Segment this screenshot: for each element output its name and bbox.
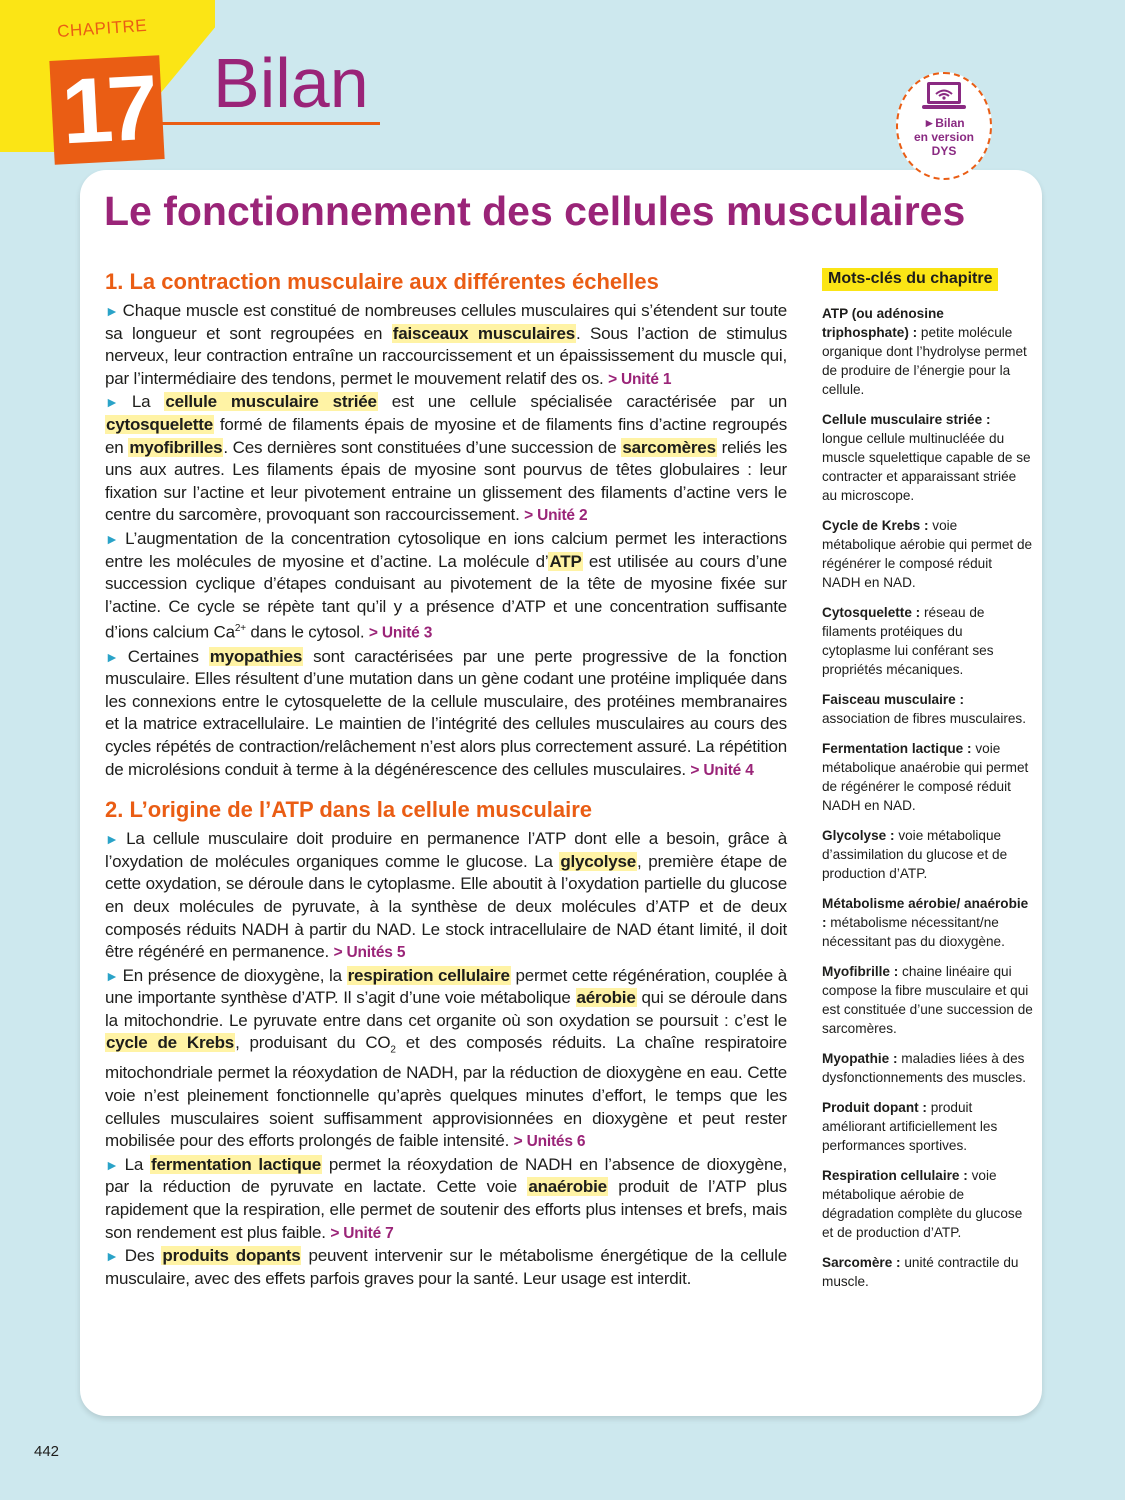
keyword-definition: petite molécule organique dont l’hydrolyse permet de produire de l’énergie pour la cellule. xyxy=(822,325,1027,397)
keyword-definition: voie métabolique aérobie qui permet de régénérer le composé réduit NADH en NAD. xyxy=(822,518,1033,590)
laptop-wifi-icon xyxy=(922,80,966,114)
paragraph xyxy=(105,646,787,783)
keyword-term: Sarcomère : xyxy=(822,1255,901,1270)
keywords-list xyxy=(822,304,1034,1291)
keyword-term: Cellule musculaire striée : xyxy=(822,412,991,427)
keyword-term: Cytosquelette : xyxy=(822,605,921,620)
keyword-definition: association de fibres musculaires. xyxy=(822,711,1026,726)
keyword-highlight: produits dopants xyxy=(162,1246,301,1266)
text-run: et des composés réduits. La chaîne respiratoire mitochondriale permet la réoxydation de NADH, par la réduction de dioxygène en eau. Cette voie n’est pleinement fonctionnelle qu’après quelques minutes d’effort, le temps que les cellules musculaires soient suffisamment approvisionnées en dioxygène et peut rester mobilisée pour des efforts prolongés de faible intensité. xyxy=(105,1033,788,1151)
keyword-entry xyxy=(822,1166,1034,1242)
text-run: permet la réoxydation de NADH en l’absence de dioxygène, par la réduction de pyruvate en lactate. Cette voie xyxy=(105,1154,788,1197)
unit-link[interactable]: > Unité 3 xyxy=(368,624,433,642)
keyword-definition: maladies liées à des dysfonctionnements des muscles. xyxy=(822,1051,1027,1085)
main-title: Le fonctionnement des cellules musculaires xyxy=(104,188,966,234)
text-run: est une cellule spécialisée caractérisée par un xyxy=(377,392,787,412)
unit-link[interactable]: > Unités 6 xyxy=(513,1133,586,1151)
keyword-entry xyxy=(822,1049,1034,1087)
paragraph xyxy=(105,965,787,1154)
keyword-term: Faisceau musculaire : xyxy=(822,692,965,707)
bullet-triangle-icon: ► xyxy=(105,394,132,411)
keyword-entry xyxy=(822,962,1034,1038)
title-underline xyxy=(160,122,380,125)
keyword-highlight: cellule musculaire striée xyxy=(165,392,377,412)
unit-link[interactable]: > Unités 5 xyxy=(333,944,406,962)
keyword-definition: réseau de filaments protéiques du cytoplasme lui conférant ses propriétés mécaniques. xyxy=(822,605,994,677)
keyword-definition: longue cellule multinucléée du muscle squelettique capable de se contracter et apparaissant striée au microscope. xyxy=(822,431,1031,503)
text-run: Certaines xyxy=(127,646,209,666)
text-run: Chaque muscle est constitué de nombreuses cellules musculaires qui s’étendent sur toute sa longueur et sont regroupées en xyxy=(105,301,787,343)
text-run: peuvent intervenir sur le métabolisme énergétique de la cellule musculaire, avec des effets parfois graves pour la santé. Leur usage est interdit. xyxy=(105,1246,787,1288)
text-run: permet cette régénération, couplée à une importante synthèse d’ATP. Il s’agit d’une voie métabolique xyxy=(105,965,788,1008)
dys-badge-label: ►Bilan en version DYS xyxy=(913,116,975,158)
keyword-highlight: cytosquelette xyxy=(106,414,213,434)
keyword-definition: unité contractile du muscle. xyxy=(822,1255,1019,1289)
keyword-entry xyxy=(822,516,1034,592)
bullet-triangle-icon: ► xyxy=(105,648,128,665)
keyword-highlight: faisceaux musculaires xyxy=(392,323,575,343)
text-run: En présence de dioxygène, la xyxy=(122,965,347,985)
text-run: , première étape de cette oxydation, se déroule dans le cytoplasme. Elle aboutit à l’oxydation partielle du glucose en deux molécules de pyruvate, à la synthèse de deux molécules d’ATP et de deux composés réduits NADH à partir du NAD. Le stock intracellulaire de NAD étant limité, il doit être régénéré en permanence. xyxy=(105,851,787,962)
keyword-term: Métabolisme aérobie/ anaérobie : xyxy=(822,896,1029,930)
page-title: Bilan xyxy=(213,44,369,122)
keyword-term: Fermentation lactique : xyxy=(822,741,972,756)
keyword-definition: chaine linéaire qui compose la fibre musculaire et qui est constituée d’une succession de sarcomères. xyxy=(822,964,1033,1036)
bullet-triangle-icon: ► xyxy=(105,1248,125,1265)
keyword-highlight: myopathies xyxy=(209,646,303,666)
keyword-entry xyxy=(822,690,1034,728)
keyword-highlight: ATP xyxy=(549,551,582,571)
keyword-highlight: respiration cellulaire xyxy=(347,965,510,985)
text-run: . Sous l’action de stimulus nerveux, leur contraction entraîne un raccourcissement et un épaississement du muscle qui, par l’intermédiaire des tendons, permet le mouvement relatif des os. xyxy=(105,323,787,388)
keyword-highlight: cycle de Krebs xyxy=(106,1033,235,1053)
text-run: . Ces dernières sont constituées d’une succession de xyxy=(223,437,622,457)
bullet-triangle-icon: ► xyxy=(105,530,126,547)
paragraph xyxy=(105,1245,787,1290)
keyword-term: Respiration cellulaire : xyxy=(822,1168,968,1183)
chapter-number: 17 xyxy=(49,55,164,165)
chapter-label: CHAPITRE xyxy=(56,15,148,42)
text-run: La xyxy=(131,392,165,412)
keyword-definition: métabolisme nécessitant/ne nécessitant pas du dioxygène. xyxy=(822,915,1005,949)
keyword-highlight: aérobie xyxy=(576,988,636,1008)
paragraph xyxy=(105,391,787,528)
keyword-highlight: myofibrilles xyxy=(129,437,223,457)
keyword-definition: voie métabolique d’assimilation du glucose et de production d’ATP. xyxy=(822,828,1008,881)
text-run: L’augmentation de la concentration cytosolique en ions calcium permet les interactions entre les molécules de myosine et d’actine. La molécule d’ xyxy=(105,528,787,571)
bullet-triangle-icon: ► xyxy=(105,1156,125,1173)
text-run: est utilisée au cours d’une succession cyclique d’étapes conduisant au pivotement de la tête de myosine fixée sur l’actine. Ce cycle se répète tant qu’il y a présence d’ATP et une concentration suffisante d’ions calcium Ca xyxy=(105,551,787,642)
section-title-1: 1. La contraction musculaire aux différentes échelles xyxy=(105,269,659,294)
keyword-entry xyxy=(822,826,1034,883)
main-column xyxy=(105,266,787,1290)
text-run: reliés les uns aux autres. Les filaments épais de myosine sont pourvus de têtes globulaires : leur fixation sur l’actine et leur pivotement entraine un glissement des filaments d’actine vers le centre du sarcomère, provoquant son raccourcissement. xyxy=(105,437,787,525)
unit-link[interactable]: > Unité 7 xyxy=(330,1224,394,1242)
keyword-entry xyxy=(822,894,1034,951)
dys-version-badge[interactable] xyxy=(896,72,992,180)
keyword-entry xyxy=(822,410,1034,505)
text-run: formé de filaments épais de myosine et de filaments fins d’actine regroupés en xyxy=(105,414,787,457)
bullet-triangle-icon: ► xyxy=(105,831,127,848)
keyword-highlight: fermentation lactique xyxy=(151,1154,322,1174)
page-number: 442 xyxy=(34,1443,60,1460)
text-run: qui se déroule dans la mitochondrie. Le pyruvate entre dans cet organite où son oxydation se poursuit : c’est le xyxy=(105,988,787,1030)
section-2-body xyxy=(105,828,787,1290)
paragraph xyxy=(105,300,787,391)
keyword-entry xyxy=(822,1098,1034,1155)
keyword-definition: voie métabolique aérobie de dégradation complète du glucose et de production d’ATP. xyxy=(822,1168,1023,1240)
keyword-entry xyxy=(822,1253,1034,1291)
keywords-sidebar xyxy=(822,268,1034,1302)
text-run: La xyxy=(124,1154,151,1174)
text-run: Des xyxy=(124,1246,162,1266)
keyword-term: Produit dopant : xyxy=(822,1100,927,1115)
text-run: dans le cytosol. xyxy=(245,622,369,642)
keyword-definition: produit améliorant artificiellement les performances sportives. xyxy=(822,1100,998,1153)
keyword-entry xyxy=(822,739,1034,815)
superscript: 2+ xyxy=(234,623,246,635)
unit-link[interactable]: > Unité 2 xyxy=(524,507,588,525)
text-run: La cellule musculaire doit produire en permanence l’ATP dont elle a besoin, grâce à l’oxydation de molécules organiques comme le glucose. La xyxy=(105,829,787,871)
keywords-title: Mots-clés du chapitre xyxy=(822,268,998,291)
text-run: produit de l’ATP plus rapidement que la respiration, elle permet de soutenir des efforts plus intenses et brefs, mais son rendement est plus faible. xyxy=(105,1177,787,1242)
keyword-highlight: sarcomères xyxy=(622,437,716,457)
keyword-definition: voie métabolique anaérobie qui permet de régénérer le composé réduit NADH en NAD. xyxy=(822,741,1029,813)
keyword-term: ATP (ou adénosine triphosphate) : xyxy=(822,306,944,340)
section-title-2: 2. L’origine de l’ATP dans la cellule musculaire xyxy=(105,797,593,823)
unit-link[interactable]: > Unité 4 xyxy=(690,761,754,779)
text-run: sont caractérisées par une perte progressive de la fonction musculaire. Elles résultent d’une mutation dans un gène codant une protéine impliquée dans les connexions entre le cytosquelette de la cellule musculaire, des protéines membranaires et la matrice extracellulaire. Le maintien de l’intégrité des cellules musculaires au cours des cycles répétés de contraction/relâchement n’est alors plus correctement assuré. La répétition de microlésions conduit à terme à la dégénérescence des cellules musculaires. xyxy=(105,646,787,779)
keyword-term: Myofibrille : xyxy=(822,964,899,979)
keyword-term: Cycle de Krebs : xyxy=(822,518,929,533)
section-1-body xyxy=(105,300,787,782)
keyword-term: Glycolyse : xyxy=(822,828,895,843)
paragraph xyxy=(105,528,787,646)
paragraph xyxy=(105,1154,787,1245)
bullet-triangle-icon: ► xyxy=(105,967,123,984)
keyword-entry xyxy=(822,603,1034,679)
unit-link[interactable]: > Unité 1 xyxy=(608,370,672,388)
keyword-highlight: anaérobie xyxy=(528,1177,607,1197)
subscript: 2 xyxy=(390,1044,396,1056)
text-run: , produisant du CO xyxy=(235,1033,391,1053)
keyword-highlight: glycolyse xyxy=(560,851,637,871)
keyword-entry xyxy=(822,304,1034,399)
paragraph xyxy=(105,828,787,965)
keyword-term: Myopathie : xyxy=(822,1051,898,1066)
bullet-triangle-icon: ► xyxy=(105,303,123,319)
